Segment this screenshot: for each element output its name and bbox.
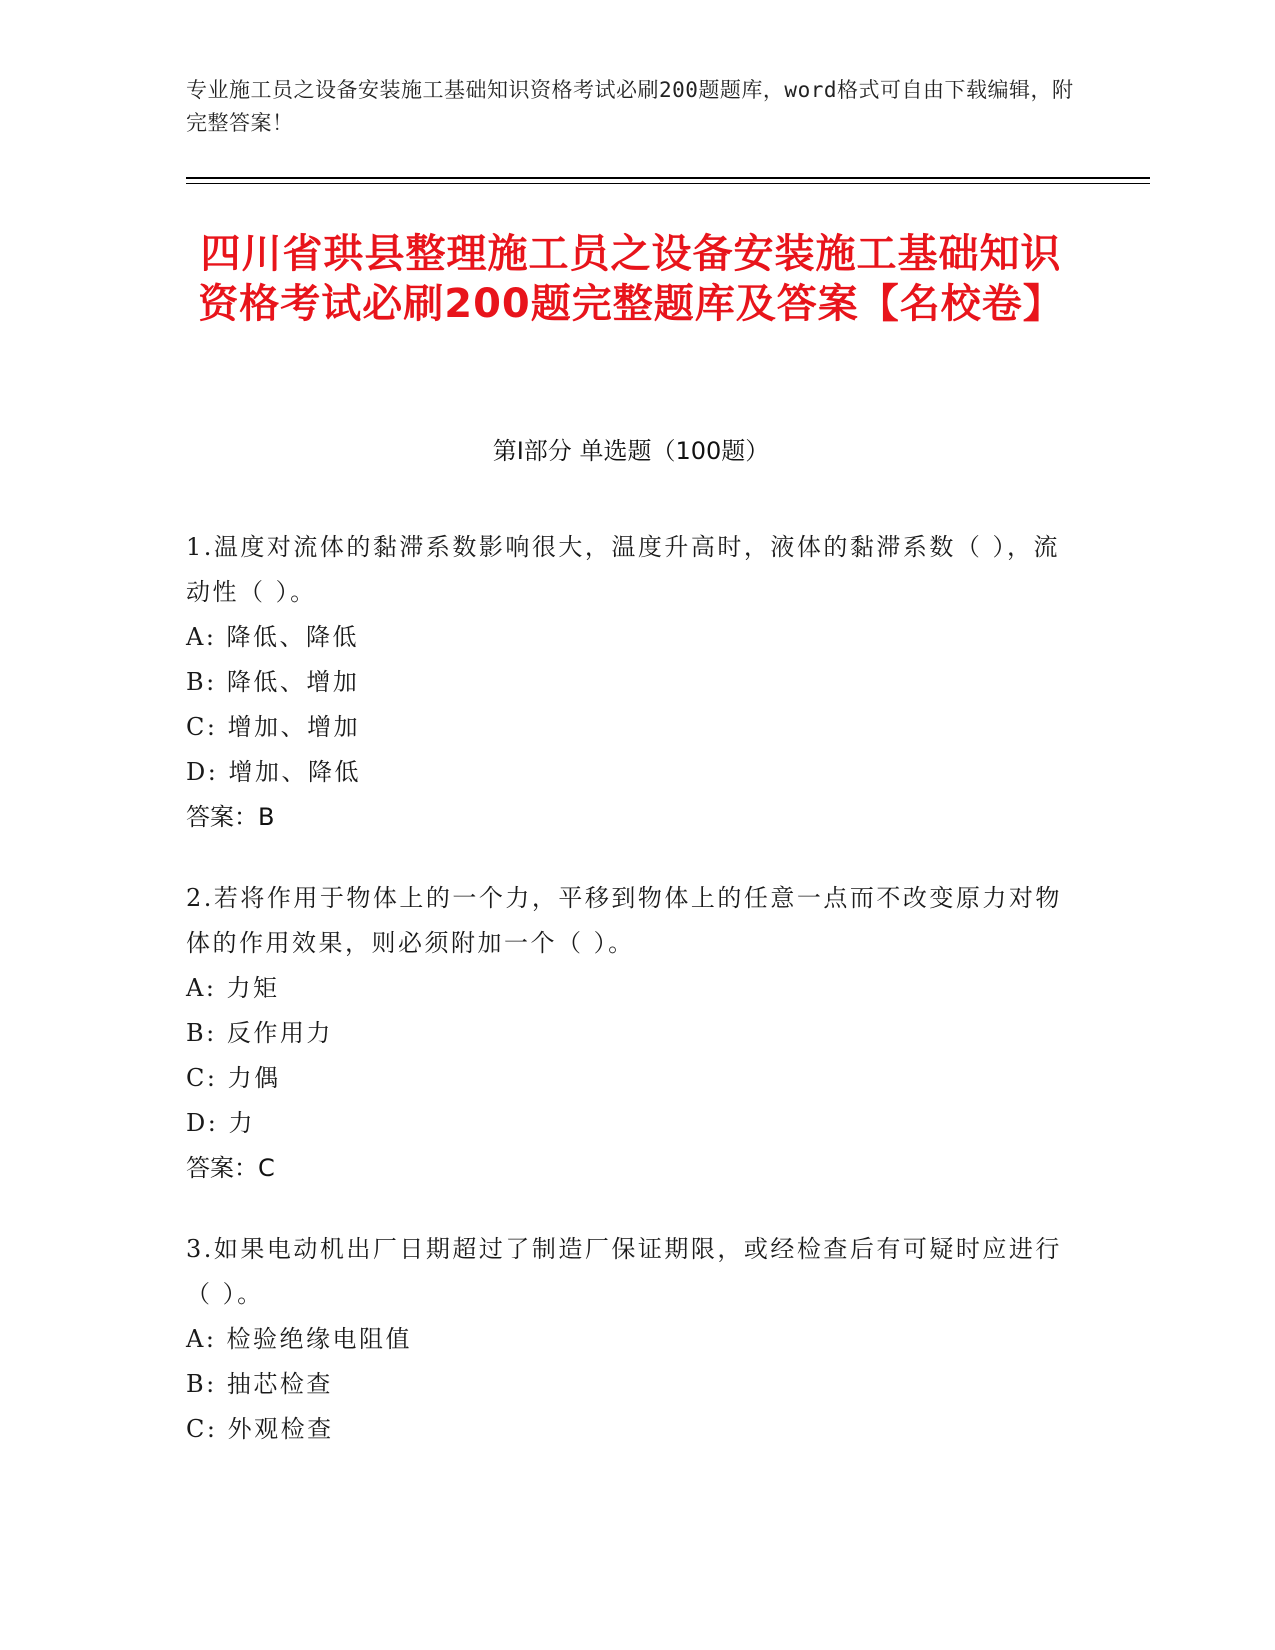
answer-text: 答案：C (186, 1154, 275, 1182)
option-c: C: 外观检查 (186, 1415, 334, 1443)
option-a: A: 力矩 (186, 974, 280, 1002)
section-heading: 第I部分 单选题（100题） (492, 437, 770, 465)
option-b: B: 反作用力 (186, 1019, 333, 1047)
document-title: 四川省珙县整理施工员之设备安装施工基础知识资格考试必刷200题完整题库及答案【名校卷】 (198, 231, 1064, 327)
header-divider-thick (186, 177, 1150, 179)
header-note: 专业施工员之设备安装施工基础知识资格考试必刷200题题库，word格式可自由下载编辑，附完整答案！ (186, 78, 1074, 135)
question-3 (186, 1227, 1066, 1452)
option-d: D: 力 (186, 1109, 255, 1137)
answer-text: 答案：B (186, 803, 275, 831)
option-d: D: 增加、降低 (186, 758, 361, 786)
question-stem: 2.若将作用于物体上的一个力，平移到物体上的任意一点而不改变原力对物体的作用效果，则必须附加一个（ ）。 (186, 884, 1062, 957)
option-b: B: 降低、增加 (186, 668, 360, 696)
option-c: C: 增加、增加 (186, 713, 361, 741)
question-list (186, 525, 1066, 1488)
question-stem: 3.如果电动机出厂日期超过了制造厂保证期限，或经检查后有可疑时应进行（ ）。 (186, 1235, 1062, 1308)
option-a: A: 检验绝缘电阻值 (186, 1325, 413, 1353)
option-a: A: 降低、降低 (186, 623, 360, 651)
header-divider-thin (186, 183, 1150, 184)
question-1 (186, 525, 1066, 840)
question-2 (186, 876, 1066, 1191)
option-b: B: 抽芯检查 (186, 1370, 333, 1398)
option-c: C: 力偶 (186, 1064, 281, 1092)
question-stem: 1.温度对流体的黏滞系数影响很大，温度升高时，液体的黏滞系数（ ），流动性（ ）。 (186, 533, 1061, 606)
